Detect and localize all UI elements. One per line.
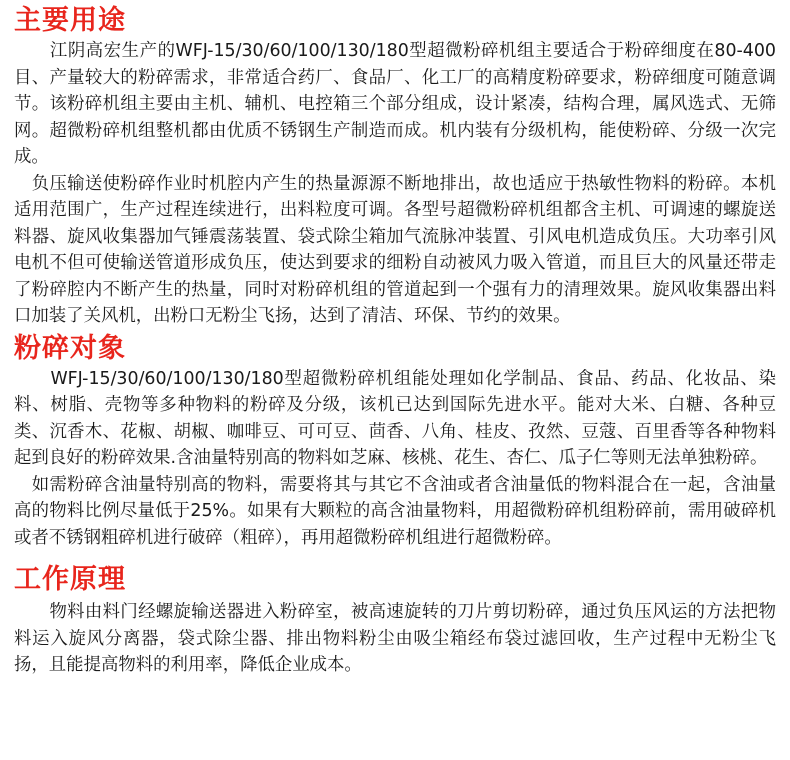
main-use-paragraph-1: 江阴高宏生产的WFJ-15/30/60/100/130/180型超微粉碎机组主要适合于粉碎细度在80-400目、产量较大的粉碎需求，非常适合药厂、食品厂、化工厂的高精度粉碎要求，粉碎细度可随意调节。该粉碎机组主要由主机、辅机、电控箱三个部分组成，设计紧凑，结构合理，属风选式、无筛网。超微粉碎机组整机都由优质不锈钢生产制造而成。机内装有分级机构，能使粉碎、分级一次完成。 bbox=[14, 41, 776, 167]
section-title-main-use: 主要用途 bbox=[14, 5, 126, 36]
section-working-principle bbox=[14, 561, 776, 679]
section-main-use bbox=[14, 4, 776, 330]
main-use-paragraph-2: 负压输送使粉碎作业时机腔内产生的热量源源不断地排出，故也适应于热敏性物料的粉碎。本机适用范围广，生产过程连续进行，出料粒度可调。各型号超微粉碎机组都含主机、可调速的螺旋送料器、旋风收集器加气锤震荡装置、袋式除尘箱加气流脉冲装置、引风电机造成负压。大功率引风电机不但可使输送管道形成负压，使达到要求的细粉自动被风力吸入管道，而且巨大的风量还带走了粉碎腔内不断产生的热量，同时对粉碎机组的管道起到一个强有力的清理效果。旋风收集器出料口加装了关风机，出粉口无粉尘飞扬，达到了清洁、环保、节约的效果。 bbox=[14, 173, 776, 326]
section-grinding-objects bbox=[14, 332, 776, 552]
section-title-grinding-objects: 粉碎对象 bbox=[14, 332, 126, 364]
section-title-working-principle: 工作原理 bbox=[14, 564, 126, 595]
grinding-objects-paragraph-1: WFJ-15/30/60/100/130/180型超微粉碎机组能处理如化学制品、食品、药品、化妆品、染料、树脂、壳物等多种物料的粉碎及分级，该机已达到国际先进水平。能对大米、白糖、各种豆类、沉香木、花椒、胡椒、咖啡豆、可可豆、茴香、八角、桂皮、孜然、豆蔻、百里香等各种物料起到良好的粉碎效果.含油量特别高的物料如芝麻、核桃、花生、杏仁、瓜子仁等则无法单独粉碎。 bbox=[14, 368, 776, 468]
working-principle-paragraph-1: 物料由料门经螺旋输送器进入粉碎室，被高速旋转的刀片剪切粉碎，通过负压风运的方法把物料运入旋风分离器，袋式除尘器、排出物料粉尘由吸尘箱经布袋过滤回收，生产过程中无粉尘飞扬，且能提高物料的利用率，降低企业成本。 bbox=[14, 602, 776, 675]
grinding-objects-paragraph-2: 如需粉碎含油量特别高的物料，需要将其与其它不含油或者含油量低的物料混合在一起，含油量高的物料比例尽量低于25%。如果有大颗粒的高含油量物料，用超微粉碎机组粉碎前，需用破碎机或者不锈钢粗碎机进行破碎（粗碎），再用超微粉碎机组进行超微粉碎。 bbox=[14, 474, 776, 548]
